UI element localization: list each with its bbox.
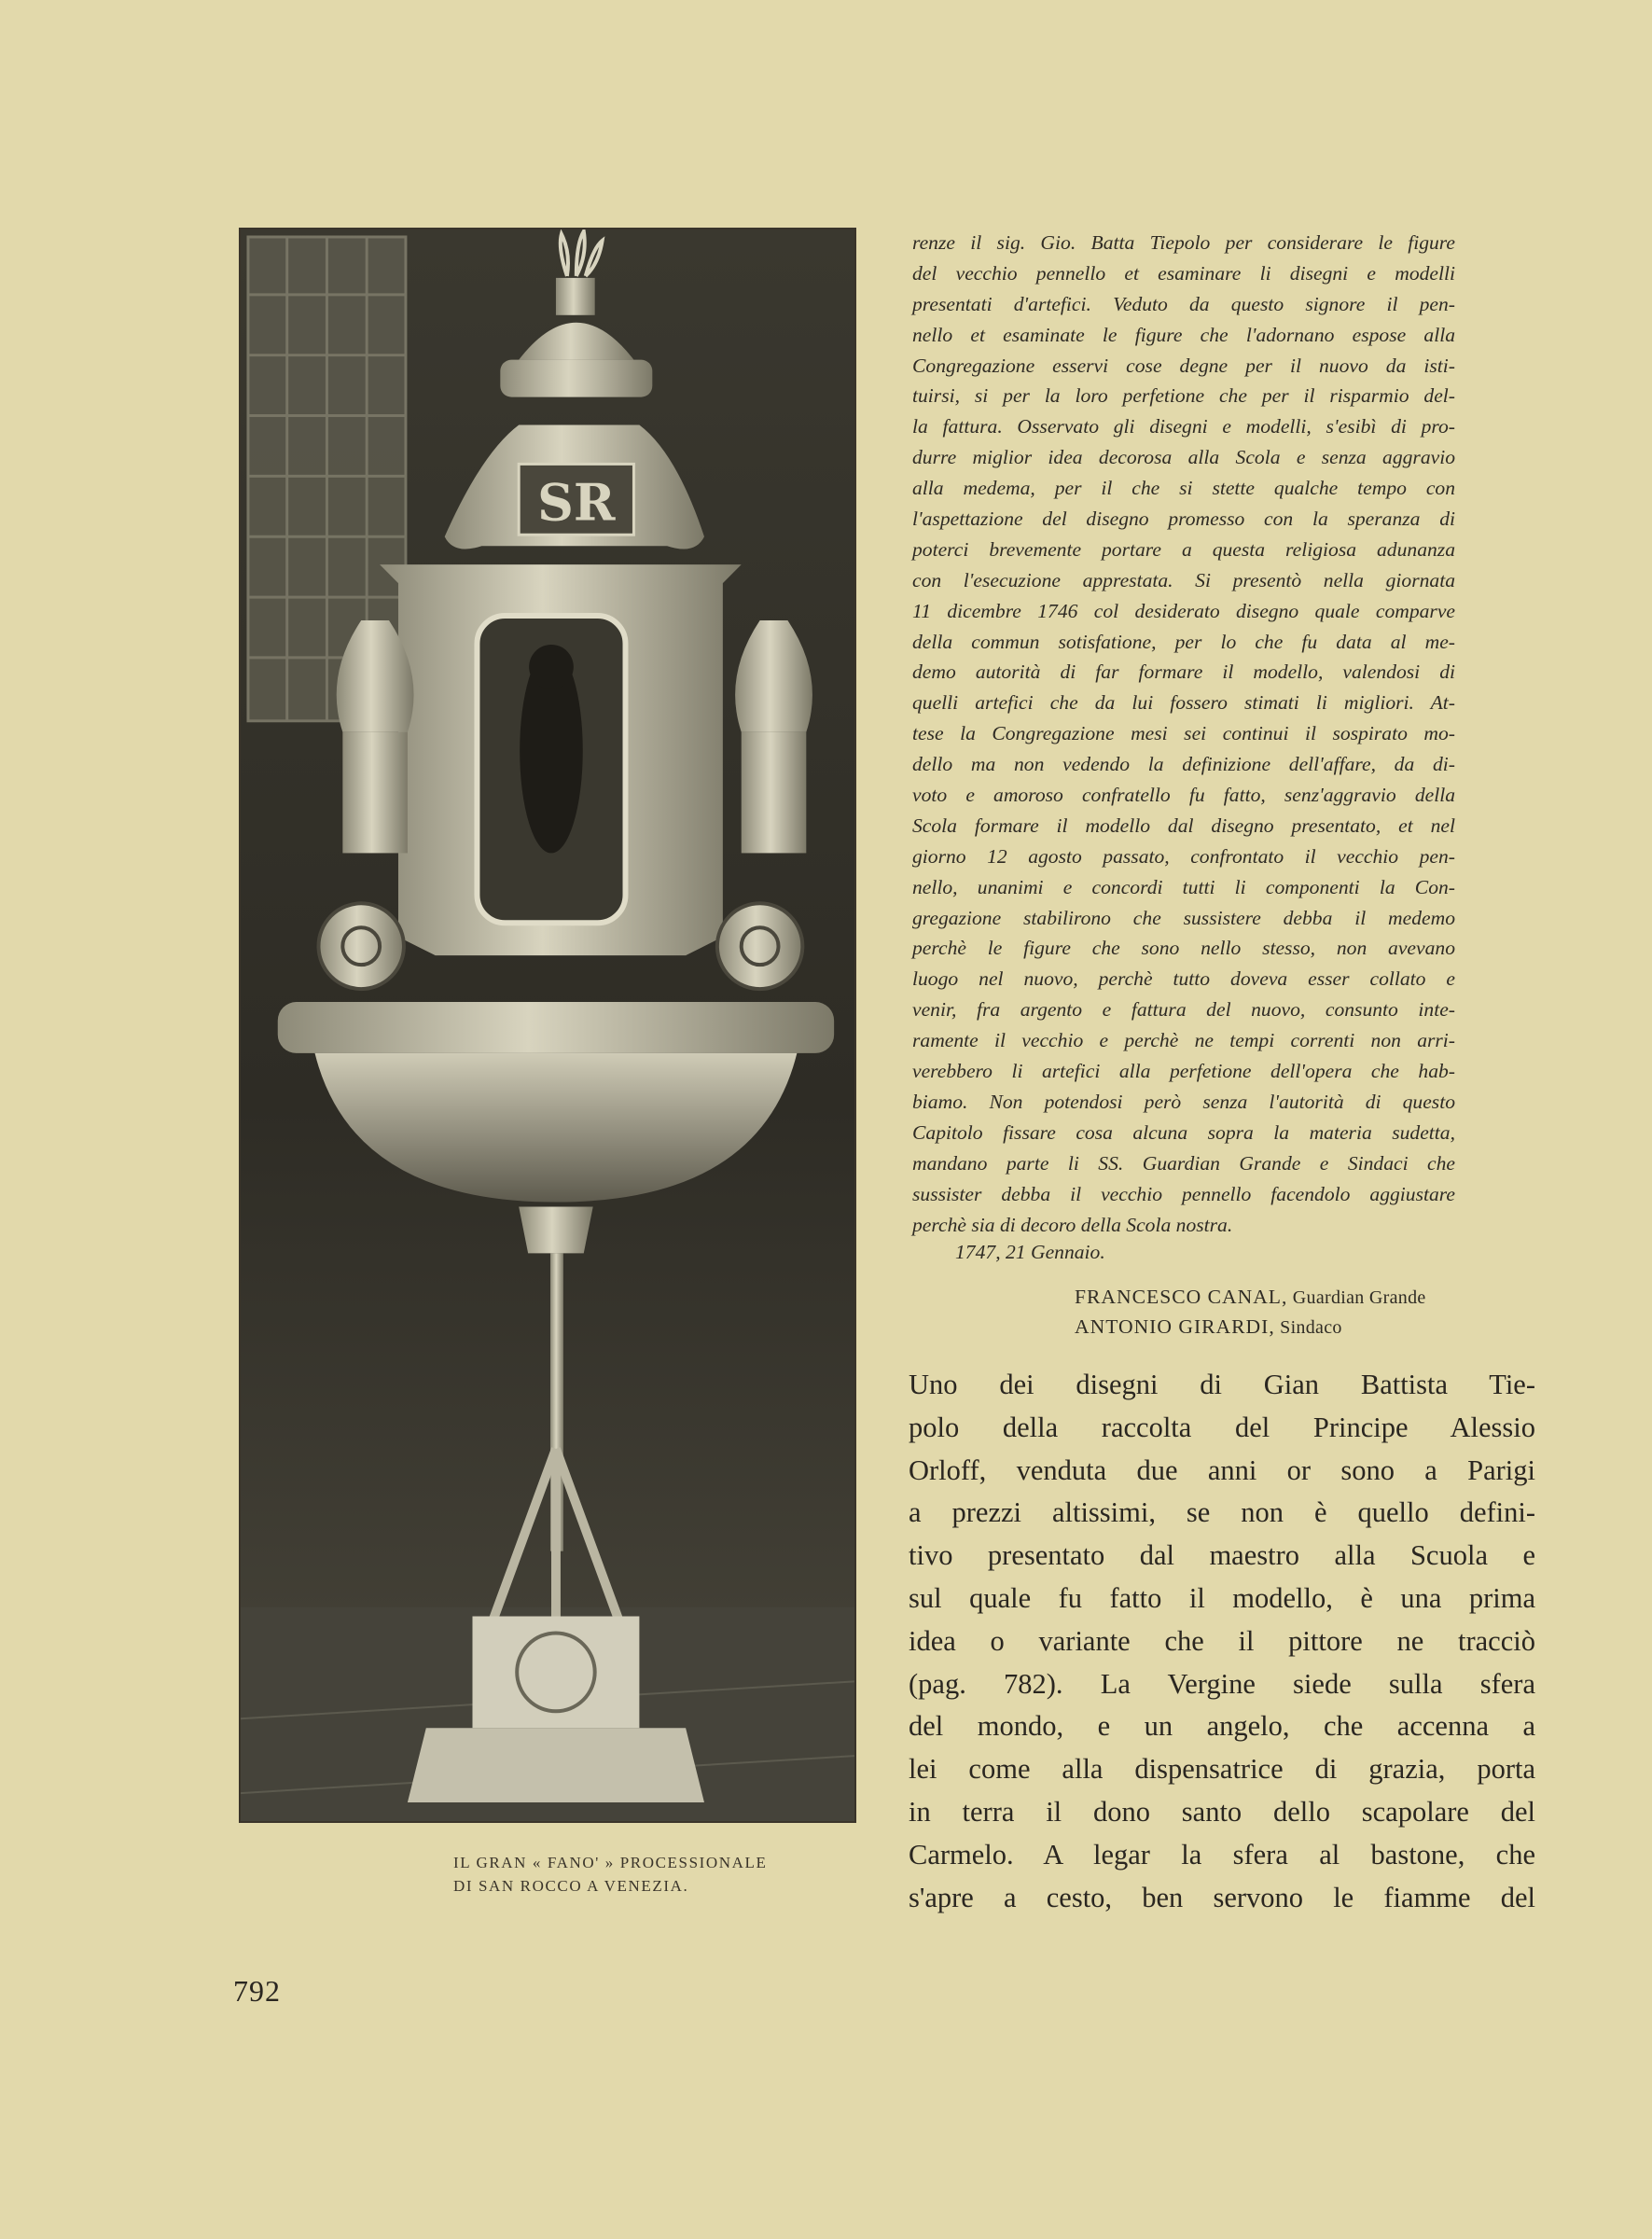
- body-paragraph: [909, 1364, 1535, 1919]
- quote-line: tese la Congregazione mesi sei continui il sospirato mo-: [912, 722, 1455, 745]
- quote-line: presentati d'artefici. Veduto da questo signore il pen-: [912, 292, 1455, 315]
- signature-role: Guardian Grande: [1292, 1287, 1426, 1308]
- quote-line: perchè le figure che sono nello stesso, non avevano: [912, 937, 1455, 960]
- body-line: sul quale fu fatto il modello, è una prima: [909, 1581, 1535, 1614]
- body-line: Orloff, venduta due anni or sono a Parigi: [909, 1453, 1535, 1486]
- signature-name: FRANCESCO CANAL,: [1075, 1286, 1288, 1308]
- body-line: (pag. 782). La Vergine siede sulla sfera: [909, 1667, 1535, 1700]
- body-line: Carmelo. A legar la sfera al bastone, che: [909, 1838, 1535, 1870]
- lantern-photograph: [239, 228, 856, 1823]
- body-line: del mondo, e un angelo, che accenna a: [909, 1710, 1535, 1743]
- body-line: polo della raccolta del Principe Alessio: [909, 1411, 1535, 1443]
- body-line: lei come alla dispensatrice di grazia, porta: [909, 1753, 1535, 1786]
- quote-line: poterci brevemente portare a questa religiosa adunanza: [912, 537, 1455, 561]
- signature-name: ANTONIO GIRARDI,: [1075, 1315, 1275, 1338]
- caption-line: IL GRAN « FANO' » PROCESSIONALE: [453, 1854, 768, 1871]
- lantern-photo-illustration: [241, 229, 854, 1821]
- quote-line: Capitolo fissare cosa alcuna sopra la materia sudetta,: [912, 1120, 1455, 1144]
- body-line: idea o variante che il pittore ne tracciò: [909, 1624, 1535, 1657]
- lantern-monogram: SR: [537, 473, 616, 533]
- figure-caption: [453, 1851, 845, 1898]
- quote-line: giorno 12 agosto passato, confrontato il vecchio pen-: [912, 844, 1455, 868]
- quote-line: la fattura. Osservato gli disegni e modelli, s'esibì di pro-: [912, 415, 1455, 438]
- body-line: tivo presentato dal maestro alla Scuola e: [909, 1539, 1535, 1572]
- quote-line: gregazione stabilirono che sussistere debba il medemo: [912, 906, 1455, 929]
- signature-line: [1075, 1286, 1426, 1309]
- quote-line: perchè sia di decoro della Scola nostra.: [912, 1213, 1233, 1236]
- quote-line: durre miglior idea decorosa alla Scola e senza aggravio: [912, 446, 1455, 469]
- quote-line: Scola formare il modello dal disegno presentato, et nel: [912, 814, 1455, 837]
- quote-line: nello, unanimi e concordi tutti li componenti la Con-: [912, 875, 1455, 898]
- body-line: s'apre a cesto, ben servono le fiamme del: [909, 1881, 1535, 1913]
- quote-line: tuirsi, si per la loro perfetione che per il risparmio del-: [912, 384, 1455, 408]
- signature-line: [1075, 1315, 1342, 1339]
- quote-line: voto e amoroso confratello fu fatto, senz'aggravio della: [912, 784, 1455, 807]
- quote-line: del vecchio pennello et esaminare li disegni e modelli: [912, 261, 1455, 285]
- page-number: 792: [233, 1974, 281, 2008]
- quote-line: l'aspettazione del disegno promesso con la speranza di: [912, 508, 1455, 531]
- quote-line: nello et esaminate le figure che l'adornano espose alla: [912, 323, 1455, 346]
- body-line: in terra il dono santo dello scapolare del: [909, 1795, 1535, 1828]
- quote-line: quelli artefici che da lui fossero stimati li migliori. At-: [912, 691, 1455, 715]
- quote-line: verebbero li artefici alla perfetione dell'opera che hab-: [912, 1060, 1455, 1083]
- body-line: a prezzi altissimi, se non è quello defini-: [909, 1496, 1535, 1529]
- quote-line: sussister debba il vecchio pennello facendolo aggiustare: [912, 1182, 1455, 1205]
- quote-line: alla medema, per il che si stette qualche tempo con: [912, 477, 1455, 500]
- body-line: Uno dei disegni di Gian Battista Tie-: [909, 1369, 1535, 1400]
- quote-line: ramente il vecchio e perchè ne tempi correnti non arri-: [912, 1029, 1455, 1052]
- quote-line: dello ma non vedendo la definizione dell'affare, da di-: [912, 753, 1455, 776]
- signature-role: Sindaco: [1280, 1317, 1342, 1338]
- quote-line: della commun sotisfatione, per lo che fu data al me-: [912, 630, 1455, 653]
- quote-line: luogo nel nuovo, perchè tutto doveva esser collato e: [912, 967, 1455, 991]
- quote-line: demo autorità di far formare il modello, valendosi di: [912, 661, 1455, 684]
- quote-line: mandano parte li SS. Guardian Grande e Sindaci che: [912, 1151, 1455, 1175]
- archival-quote: [912, 228, 1455, 1240]
- quote-line: biamo. Non potendosi però senza l'autorità di questo: [912, 1090, 1455, 1113]
- quote-line: 11 dicembre 1746 col desiderato disegno quale comparve: [912, 599, 1455, 622]
- quote-line: Congregazione esservi cose degne per il nuovo da isti-: [912, 354, 1455, 377]
- quote-line: venir, fra argento e fattura del nuovo, consunto inte-: [912, 998, 1455, 1022]
- quote-line: renze il sig. Gio. Batta Tiepolo per considerare le figure: [912, 231, 1455, 254]
- quote-line: con l'esecuzione apprestata. Si presentò nella giornata: [912, 568, 1455, 591]
- caption-line: DI SAN ROCCO A VENEZIA.: [453, 1877, 689, 1895]
- quote-date: 1747, 21 Gennaio.: [955, 1241, 1105, 1263]
